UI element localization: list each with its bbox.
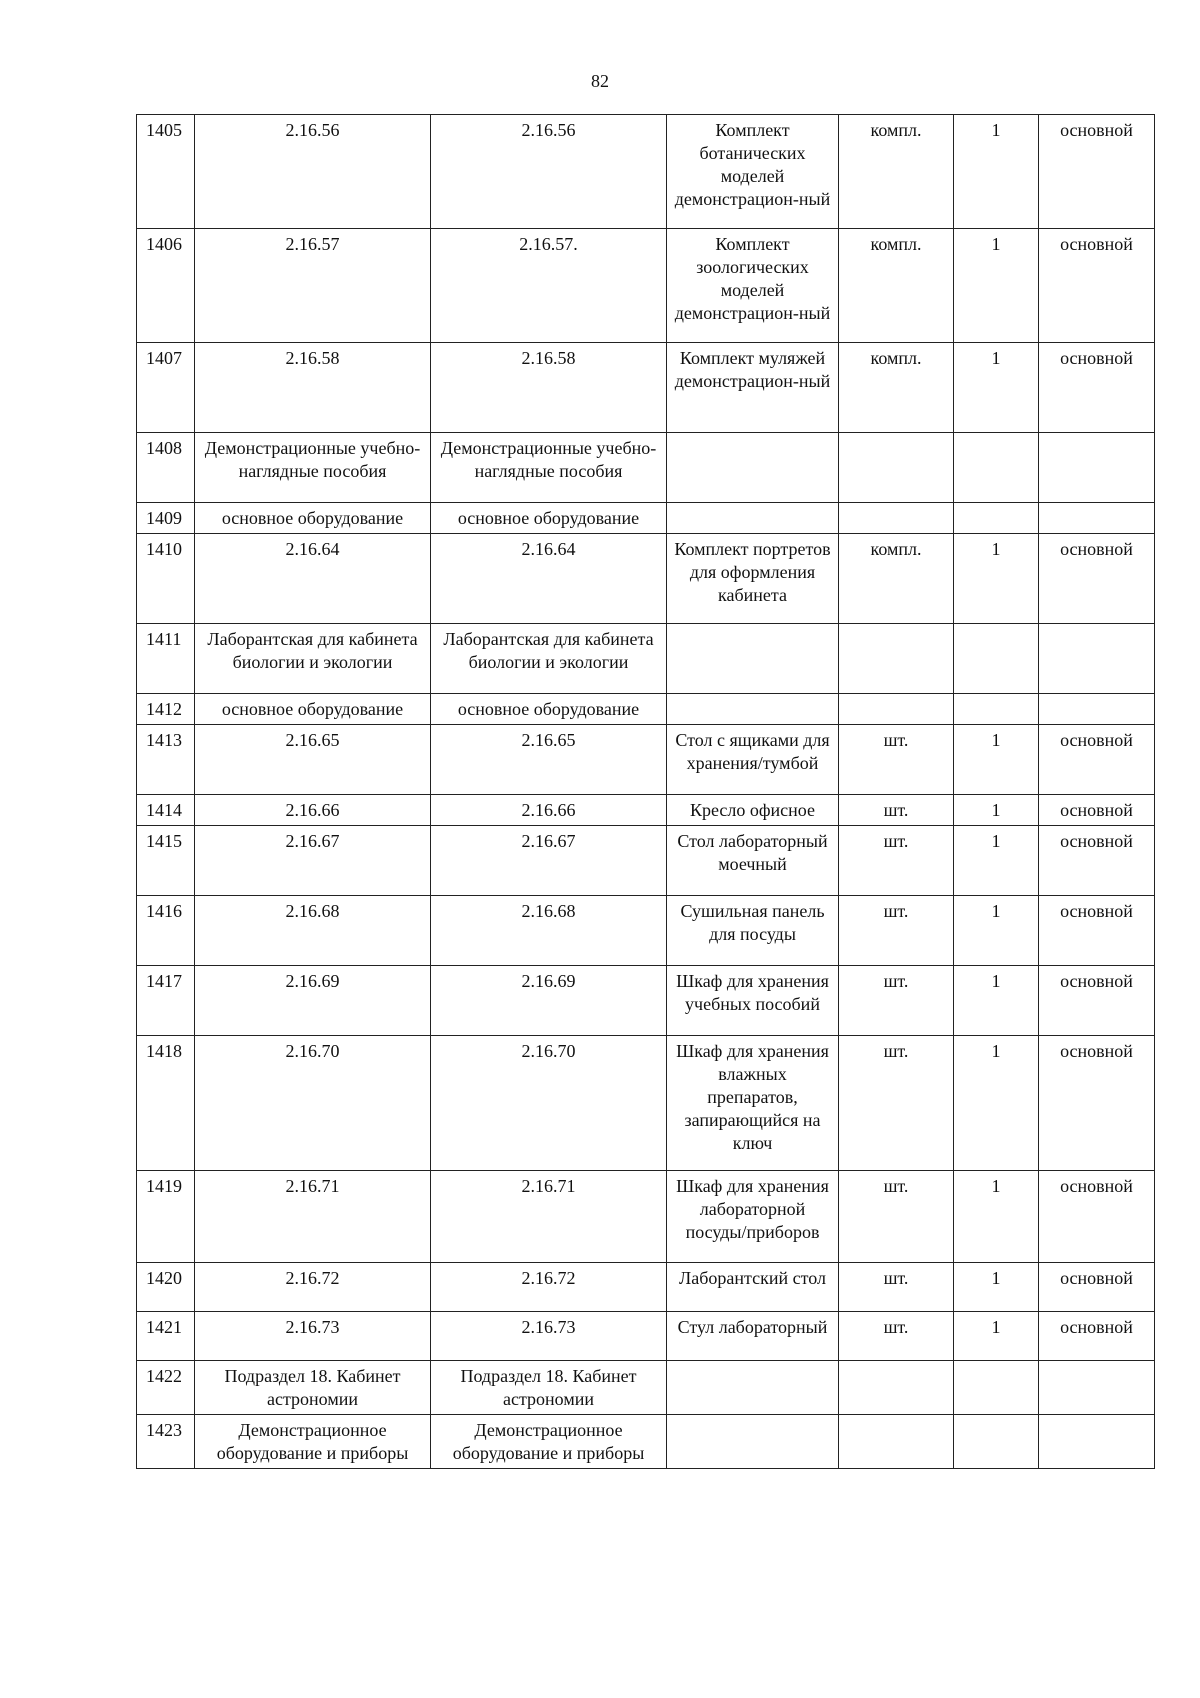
type-cell <box>1039 624 1155 694</box>
quantity-cell: 1 <box>954 534 1039 624</box>
item-name-cell <box>667 1415 839 1469</box>
type-cell: основной <box>1039 826 1155 896</box>
table-body <box>137 115 1155 1469</box>
row-number-cell: 1417 <box>137 966 195 1036</box>
code-cell-2: 2.16.71 <box>431 1171 667 1263</box>
item-name-cell: Комплект муляжей демонстрацион-ный <box>667 343 839 433</box>
code-cell: 2.16.73 <box>195 1312 431 1361</box>
row-number-cell: 1413 <box>137 725 195 795</box>
code-cell: 2.16.58 <box>195 343 431 433</box>
code-cell: 2.16.65 <box>195 725 431 795</box>
row-number-cell: 1418 <box>137 1036 195 1171</box>
row-number-cell: 1407 <box>137 343 195 433</box>
type-cell: основной <box>1039 1036 1155 1171</box>
type-cell: основной <box>1039 1312 1155 1361</box>
quantity-cell <box>954 624 1039 694</box>
quantity-cell: 1 <box>954 1171 1039 1263</box>
table-row <box>137 229 1155 343</box>
table-row <box>137 1312 1155 1361</box>
unit-cell: компл. <box>839 534 954 624</box>
code-cell-2: 2.16.58 <box>431 343 667 433</box>
item-name-cell: Комплект зоологических моделей демонстрацион-ный <box>667 229 839 343</box>
quantity-cell <box>954 503 1039 534</box>
quantity-cell <box>954 433 1039 503</box>
unit-cell: шт. <box>839 1263 954 1312</box>
code-cell: Лаборантская для кабинета биологии и экологии <box>195 624 431 694</box>
code-cell-2: 2.16.72 <box>431 1263 667 1312</box>
code-cell: 2.16.68 <box>195 896 431 966</box>
table-row <box>137 1415 1155 1469</box>
item-name-cell: Стул лабораторный <box>667 1312 839 1361</box>
unit-cell: компл. <box>839 229 954 343</box>
table-row <box>137 534 1155 624</box>
type-cell <box>1039 503 1155 534</box>
unit-cell <box>839 433 954 503</box>
unit-cell <box>839 624 954 694</box>
code-cell-2: 2.16.64 <box>431 534 667 624</box>
table-row <box>137 966 1155 1036</box>
item-name-cell: Стол с ящиками для хранения/тумбой <box>667 725 839 795</box>
code-cell: 2.16.70 <box>195 1036 431 1171</box>
type-cell <box>1039 1415 1155 1469</box>
item-name-cell <box>667 433 839 503</box>
table-row <box>137 725 1155 795</box>
table-row <box>137 433 1155 503</box>
row-number-cell: 1421 <box>137 1312 195 1361</box>
row-number-cell: 1406 <box>137 229 195 343</box>
item-name-cell: Кресло офисное <box>667 795 839 826</box>
type-cell <box>1039 433 1155 503</box>
code-cell-2: 2.16.67 <box>431 826 667 896</box>
unit-cell: шт. <box>839 896 954 966</box>
row-number-cell: 1411 <box>137 624 195 694</box>
table-row <box>137 694 1155 725</box>
quantity-cell: 1 <box>954 115 1039 229</box>
code-cell-2: 2.16.69 <box>431 966 667 1036</box>
quantity-cell: 1 <box>954 1263 1039 1312</box>
quantity-cell: 1 <box>954 1312 1039 1361</box>
type-cell <box>1039 694 1155 725</box>
code-cell-2: 2.16.57. <box>431 229 667 343</box>
type-cell <box>1039 1361 1155 1415</box>
code-cell-2: 2.16.70 <box>431 1036 667 1171</box>
table-row <box>137 1361 1155 1415</box>
quantity-cell: 1 <box>954 826 1039 896</box>
row-number-cell: 1414 <box>137 795 195 826</box>
code-cell: основное оборудование <box>195 503 431 534</box>
code-cell-2: 2.16.66 <box>431 795 667 826</box>
code-cell: 2.16.57 <box>195 229 431 343</box>
row-number-cell: 1410 <box>137 534 195 624</box>
code-cell: 2.16.64 <box>195 534 431 624</box>
unit-cell <box>839 1361 954 1415</box>
table-row <box>137 1171 1155 1263</box>
item-name-cell: Лаборантский стол <box>667 1263 839 1312</box>
quantity-cell <box>954 694 1039 725</box>
quantity-cell <box>954 1415 1039 1469</box>
quantity-cell: 1 <box>954 966 1039 1036</box>
code-cell-2: основное оборудование <box>431 503 667 534</box>
type-cell: основной <box>1039 343 1155 433</box>
type-cell: основной <box>1039 115 1155 229</box>
table-row <box>137 503 1155 534</box>
quantity-cell: 1 <box>954 896 1039 966</box>
code-cell-2: 2.16.68 <box>431 896 667 966</box>
item-name-cell: Шкаф для хранения влажных препаратов, запирающийся на ключ <box>667 1036 839 1171</box>
code-cell-2: 2.16.65 <box>431 725 667 795</box>
item-name-cell <box>667 624 839 694</box>
row-number-cell: 1416 <box>137 896 195 966</box>
code-cell-2: Подраздел 18. Кабинет астрономии <box>431 1361 667 1415</box>
code-cell: 2.16.56 <box>195 115 431 229</box>
code-cell: Подраздел 18. Кабинет астрономии <box>195 1361 431 1415</box>
table-row <box>137 1036 1155 1171</box>
item-name-cell: Шкаф для хранения лабораторной посуды/приборов <box>667 1171 839 1263</box>
item-name-cell <box>667 694 839 725</box>
unit-cell: шт. <box>839 1036 954 1171</box>
item-name-cell <box>667 1361 839 1415</box>
code-cell: основное оборудование <box>195 694 431 725</box>
unit-cell: шт. <box>839 826 954 896</box>
unit-cell: шт. <box>839 795 954 826</box>
unit-cell: компл. <box>839 115 954 229</box>
item-name-cell <box>667 503 839 534</box>
type-cell: основной <box>1039 896 1155 966</box>
code-cell: 2.16.71 <box>195 1171 431 1263</box>
item-name-cell: Шкаф для хранения учебных пособий <box>667 966 839 1036</box>
code-cell: 2.16.67 <box>195 826 431 896</box>
row-number-cell: 1422 <box>137 1361 195 1415</box>
code-cell: Демонстрационное оборудование и приборы <box>195 1415 431 1469</box>
unit-cell: шт. <box>839 725 954 795</box>
row-number-cell: 1420 <box>137 1263 195 1312</box>
item-name-cell: Комплект ботанических моделей демонстрацион-ный <box>667 115 839 229</box>
table-row <box>137 343 1155 433</box>
page-number: 82 <box>591 71 609 91</box>
row-number-cell: 1408 <box>137 433 195 503</box>
type-cell: основной <box>1039 795 1155 826</box>
type-cell: основной <box>1039 966 1155 1036</box>
row-number-cell: 1423 <box>137 1415 195 1469</box>
quantity-cell: 1 <box>954 795 1039 826</box>
unit-cell: шт. <box>839 966 954 1036</box>
row-number-cell: 1405 <box>137 115 195 229</box>
type-cell: основной <box>1039 1171 1155 1263</box>
code-cell-2: 2.16.73 <box>431 1312 667 1361</box>
table-row <box>137 1263 1155 1312</box>
unit-cell <box>839 1415 954 1469</box>
table-row <box>137 896 1155 966</box>
table-row <box>137 826 1155 896</box>
quantity-cell: 1 <box>954 725 1039 795</box>
unit-cell: компл. <box>839 343 954 433</box>
table-row <box>137 624 1155 694</box>
table-row <box>137 115 1155 229</box>
equipment-table <box>136 114 1155 1469</box>
quantity-cell: 1 <box>954 1036 1039 1171</box>
type-cell: основной <box>1039 725 1155 795</box>
table-row <box>137 795 1155 826</box>
code-cell: 2.16.66 <box>195 795 431 826</box>
unit-cell: шт. <box>839 1171 954 1263</box>
item-name-cell: Комплект портретов для оформления кабинета <box>667 534 839 624</box>
item-name-cell: Сушильная панель для посуды <box>667 896 839 966</box>
quantity-cell: 1 <box>954 343 1039 433</box>
code-cell: Демонстрационные учебно-наглядные пособия <box>195 433 431 503</box>
unit-cell <box>839 503 954 534</box>
unit-cell <box>839 694 954 725</box>
code-cell-2: Лаборантская для кабинета биологии и экологии <box>431 624 667 694</box>
quantity-cell <box>954 1361 1039 1415</box>
unit-cell: шт. <box>839 1312 954 1361</box>
row-number-cell: 1409 <box>137 503 195 534</box>
code-cell-2: Демонстрационные учебно-наглядные пособия <box>431 433 667 503</box>
row-number-cell: 1419 <box>137 1171 195 1263</box>
item-name-cell: Стол лабораторный моечный <box>667 826 839 896</box>
code-cell: 2.16.69 <box>195 966 431 1036</box>
row-number-cell: 1415 <box>137 826 195 896</box>
code-cell: 2.16.72 <box>195 1263 431 1312</box>
type-cell: основной <box>1039 229 1155 343</box>
quantity-cell: 1 <box>954 229 1039 343</box>
row-number-cell: 1412 <box>137 694 195 725</box>
code-cell-2: 2.16.56 <box>431 115 667 229</box>
type-cell: основной <box>1039 534 1155 624</box>
type-cell: основной <box>1039 1263 1155 1312</box>
code-cell-2: Демонстрационное оборудование и приборы <box>431 1415 667 1469</box>
code-cell-2: основное оборудование <box>431 694 667 725</box>
